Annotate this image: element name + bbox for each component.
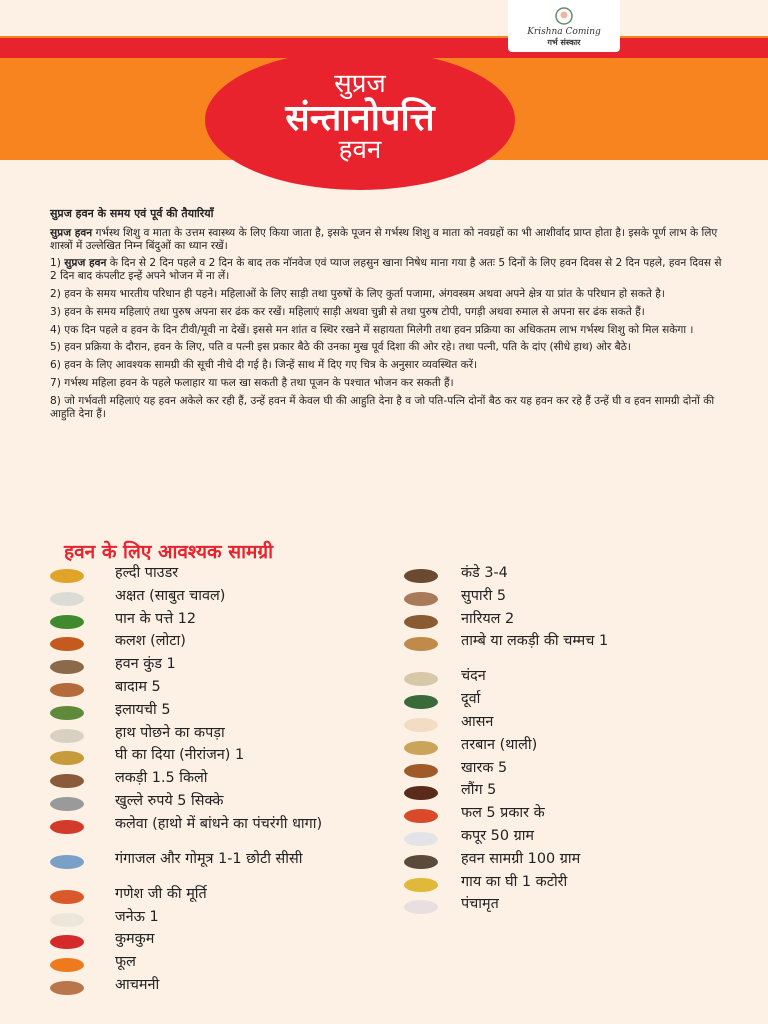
instructions: [50, 208, 726, 425]
intro-lead-text: गर्भस्थ शिशु व माता के उत्तम स्वास्थ्य के लिए किया जाता है, इसके पूजन से गर्भस्थ शिशु व माता को नवग्रहों का भी आशीर्वाद प्राप्त होता है। इसके पूर्ण लाभ के लिए शास्त्रों में उल्लेखित निम्न बिंदुओं का ध्यान रखें।: [50, 226, 718, 252]
material-thumb-icon: [404, 878, 438, 892]
material-label: तरबान (थाली): [461, 736, 538, 753]
material-label: घी का दिया (नीरांजन) 1: [115, 747, 245, 764]
material-thumb-icon: [404, 695, 438, 709]
material-thumb-icon: [50, 820, 84, 834]
material-item: [404, 761, 734, 784]
logo-brand-text: Krishna Coming: [527, 27, 601, 37]
material-label: कुमकुम: [115, 931, 155, 948]
material-thumb-icon: [50, 774, 84, 788]
material-thumb-icon: [404, 786, 438, 800]
material-item: [50, 657, 390, 680]
material-item: [50, 748, 390, 771]
intro-paragraph: [50, 227, 726, 253]
material-item: [50, 634, 390, 657]
header-banner: [0, 0, 768, 200]
material-thumb-icon: [50, 958, 84, 972]
material-thumb-icon: [404, 718, 438, 732]
material-thumb-icon: [50, 660, 84, 674]
material-label: कलश (लोटा): [115, 633, 186, 650]
material-thumb-icon: [404, 900, 438, 914]
material-item: [50, 589, 390, 612]
material-item: [404, 612, 734, 635]
material-item: [50, 680, 390, 703]
material-item: [50, 887, 390, 910]
material-label: कपूर 50 ग्राम: [461, 827, 535, 844]
material-thumb-icon: [50, 706, 84, 720]
material-label: खुल्ले रुपये 5 सिक्के: [115, 792, 224, 809]
point-1: [50, 257, 726, 283]
material-label: हाथ पोछने का कपड़ा: [115, 724, 225, 741]
title-line-3: हवन: [338, 135, 382, 165]
material-thumb-icon: [404, 764, 438, 778]
point-4: 4) एक दिन पहले व हवन के दिन टीवी/मूवी ना देखें। इससे मन शांत व स्थिर रखने में सहायता मिलेगी तथा हवन प्रक्रिया का अधिकतम लाभ गर्भस्थ शिशु को मिल सकेगा ।: [50, 323, 694, 336]
material-thumb-icon: [404, 592, 438, 606]
material-item: [50, 566, 390, 589]
material-thumb-icon: [50, 890, 84, 904]
material-item: [404, 566, 734, 589]
material-item: [50, 932, 390, 955]
material-item: [404, 669, 734, 692]
point-3: 3) हवन के समय महिलाएं तथा पुरुष अपना सर ढंक कर रखें। महिलाएं साड़ी अथवा चुन्नी से तथा पुरुष टोपी, पगड़ी अथवा रुमाल से अपना सर ढंक सकते हैं।: [50, 305, 645, 318]
material-label: फल 5 प्रकार के: [461, 805, 545, 822]
instructions-heading: सुप्रज हवन के समय एवं पूर्व की तैयारियाँ: [50, 207, 214, 220]
materials-list-right: [404, 566, 734, 920]
material-thumb-icon: [50, 637, 84, 651]
material-thumb-icon: [50, 615, 84, 629]
material-thumb-icon: [50, 592, 84, 606]
point-1-bold: सुप्रज हवन: [64, 257, 107, 270]
material-label: अक्षत (साबुत चावल): [115, 587, 226, 604]
material-label: हल्दी पाउडर: [115, 565, 179, 581]
material-item: [404, 806, 734, 829]
material-thumb-icon: [404, 672, 438, 686]
material-label: लकड़ी 1.5 किलो: [115, 770, 208, 787]
material-item: [50, 726, 390, 749]
materials-title: हवन के लिए आवश्यक सामग्री: [64, 541, 273, 563]
material-label: गाय का घी 1 कटोरी: [461, 873, 568, 890]
point-7: 7) गर्भस्थ महिला हवन के पहले फलाहार या फल खा सकती है तथा पूजन के पश्चात भोजन कर सकती हैं।: [50, 376, 454, 389]
material-item: [404, 897, 734, 920]
material-thumb-icon: [404, 637, 438, 651]
logo-tagline: गर्भ संस्कार: [547, 38, 581, 47]
material-label: गणेश जी की मूर्ति: [115, 885, 207, 902]
intro-lead-bold: सुप्रज हवन: [50, 226, 93, 239]
material-item: [404, 692, 734, 715]
material-label: इलायची 5: [115, 701, 171, 718]
material-thumb-icon: [50, 797, 84, 811]
material-thumb-icon: [404, 569, 438, 583]
material-label: नारियल 2: [461, 610, 515, 627]
material-label: जनेऊ 1: [115, 908, 159, 925]
material-label: पान के पत्ते 12: [115, 610, 197, 627]
material-item: [50, 852, 390, 887]
material-item: [50, 703, 390, 726]
material-item: [50, 771, 390, 794]
material-label: गंगाजल और गोमूत्र 1-1 छोटी सीसी: [115, 850, 303, 867]
brand-logo: [508, 0, 620, 52]
material-thumb-icon: [404, 832, 438, 846]
material-thumb-icon: [50, 729, 84, 743]
material-label: सुपारी 5: [461, 587, 506, 604]
material-label: कंडे 3-4: [461, 565, 508, 581]
material-label: बादाम 5: [115, 678, 161, 695]
material-thumb-icon: [50, 751, 84, 765]
material-thumb-icon: [50, 935, 84, 949]
material-item: [404, 589, 734, 612]
material-label: लौंग 5: [461, 782, 497, 799]
material-thumb-icon: [50, 981, 84, 995]
material-item: [404, 783, 734, 806]
point-1-num: 1): [50, 257, 65, 270]
material-item: [50, 955, 390, 978]
material-thumb-icon: [50, 683, 84, 697]
material-item: [404, 852, 734, 875]
material-thumb-icon: [50, 569, 84, 583]
material-label: हवन सामग्री 100 ग्राम: [461, 850, 581, 867]
point-5: 5) हवन प्रक्रिया के दौरान, हवन के लिए, पति व पत्नी इस प्रकार बैठे की उनका मुख पूर्व दिशा की ओर रहे। तथा पत्नी, पति के दांए (सीधे हाथ) ओर बैठे।: [50, 341, 631, 354]
material-item: [50, 910, 390, 933]
material-label: हवन कुंड 1: [115, 656, 176, 673]
material-item: [404, 715, 734, 738]
point-8: 8) जो गर्भवती महिलाएं यह हवन अकेले कर रही हैं, उन्हें हवन में केवल घी की आहुति देना है व जो पति-पत्नि दोनों बैठ कर यह हवन कर रहे हैं उन्हें घी व हवन सामग्री दोनों की आहुति देना हैं।: [50, 394, 715, 420]
material-label: खारक 5: [461, 759, 508, 776]
material-thumb-icon: [404, 741, 438, 755]
material-label: दूर्वा: [461, 691, 481, 708]
materials-list-left: [50, 566, 390, 1001]
material-label: आसन: [461, 713, 494, 730]
material-item: [50, 612, 390, 635]
point-1-text: के दिन से 2 दिन पहले व 2 दिन के बाद तक नॉनवेज एवं प्याज लहसुन खाना निषेध माना गया है अतः 5 दिनों के लिए हवन दिवस से 2 दिन पहले, हवन दिवस से 2 दिन बाद कंपलीट इन्हें अपने भोजन में ना लें।: [50, 257, 722, 283]
material-item: [50, 794, 390, 817]
point-2: 2) हवन के समय भारतीय परिधान ही पहने। महिलाओं के लिए साड़ी तथा पुरुषों के लिए कुर्ता पजामा, अंगवस्त्रम अथवा अपने क्षेत्र या प्रांत के परिधान हो सकते है।: [50, 287, 665, 300]
title-line-1: सुप्रज: [334, 69, 386, 99]
material-label: फूल: [115, 954, 136, 971]
material-item: [404, 738, 734, 761]
baby-logo-icon: [553, 6, 575, 26]
material-item: [404, 634, 734, 669]
title-line-2: संन्तानोपत्ति: [285, 98, 435, 139]
material-thumb-icon: [404, 809, 438, 823]
material-label: पंचामृत: [461, 896, 499, 913]
material-item: [50, 817, 390, 852]
material-thumb-icon: [50, 855, 84, 869]
material-label: कलेवा (हाथो में बांधने का पंचरंगी धागा): [115, 815, 323, 832]
material-thumb-icon: [404, 855, 438, 869]
material-label: ताम्बे या लकड़ी की चम्मच 1: [461, 633, 609, 650]
point-6: 6) हवन के लिए आवश्यक सामग्री की सूची नीचे दी गई है। जिन्हें साथ में दिए गए चित्र के अनुसार व्यवस्थित करें।: [50, 359, 478, 372]
material-item: [50, 978, 390, 1001]
material-thumb-icon: [50, 913, 84, 927]
material-item: [404, 829, 734, 852]
material-label: चंदन: [461, 668, 486, 685]
material-label: आचमनी: [115, 976, 160, 993]
material-item: [404, 875, 734, 898]
material-thumb-icon: [404, 615, 438, 629]
